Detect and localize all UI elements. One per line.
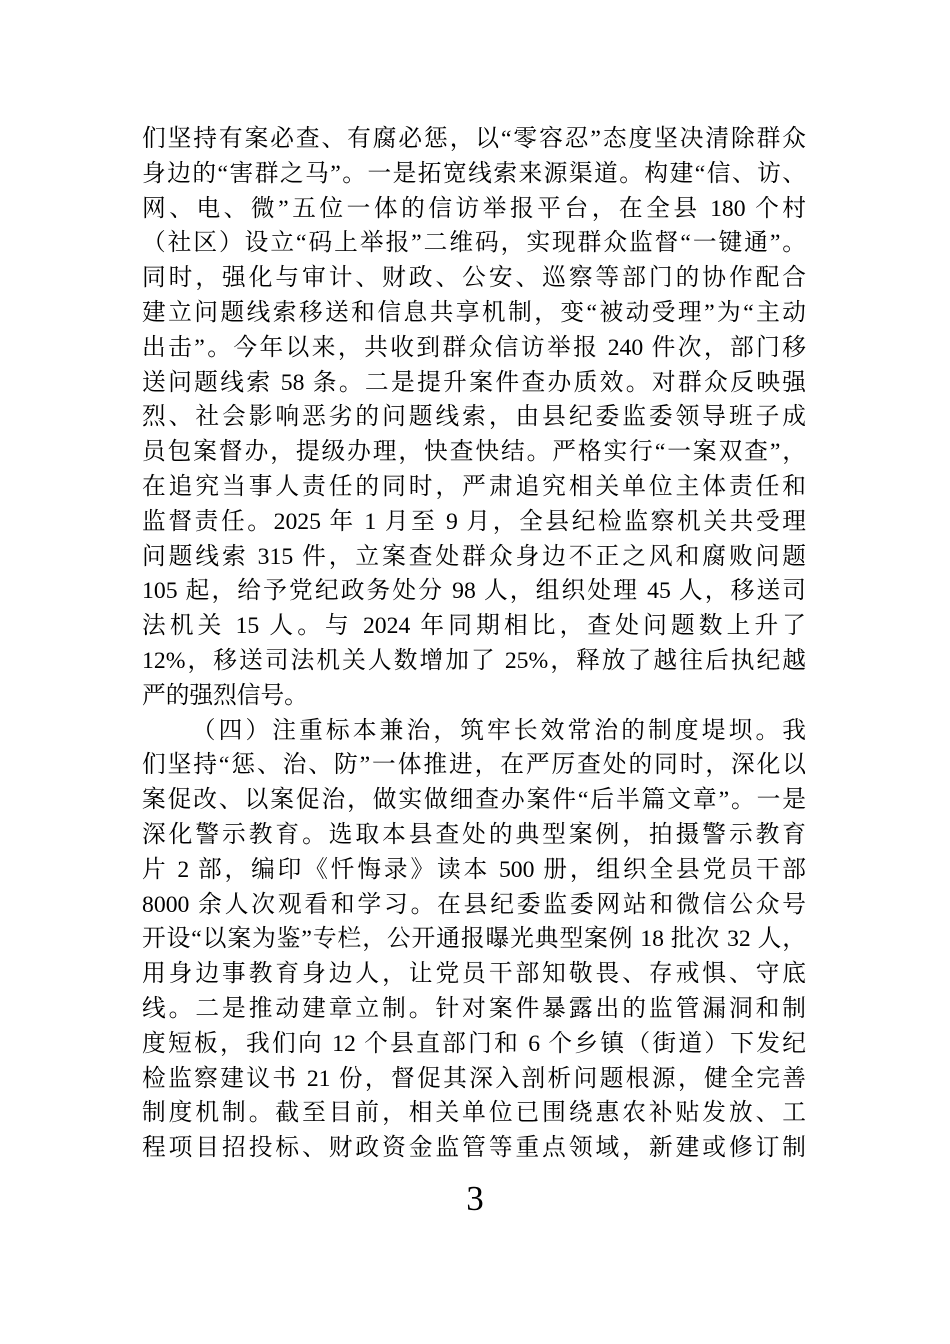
text-line: 12%，移送司法机关人数增加了 25%，释放了越往后执纪越 — [142, 647, 806, 674]
text-line: 网、电、微”五位一体的信访举报平台，在全县 180 个村 — [142, 195, 806, 222]
text-line: 问题线索 315 件，立案查处群众身边不正之风和腐败问题 — [142, 543, 806, 570]
text-line: 片 2 部，编印《忏悔录》读本 500 册，组织全县党员干部 — [142, 856, 806, 883]
text-line: 们坚持有案必查、有腐必惩，以“零容忍”态度坚决清除群众 — [142, 126, 806, 152]
body-text — [142, 122, 806, 1166]
text-line: 制度机制。截至目前，相关单位已围绕惠农补贴发放、工 — [142, 1100, 806, 1127]
text-line: 8000 余人次观看和学习。在县纪委监委网站和微信公众号 — [142, 891, 806, 918]
text-line: 程项目招投标、财政资金监管等重点领域，新建或修订制 — [142, 1135, 806, 1162]
text-line: 员包案督办，提级办理，快查快结。严格实行“一案双查”， — [142, 439, 806, 466]
text-line: 线。二是推动建章立制。针对案件暴露出的监管漏洞和制 — [142, 995, 806, 1022]
text-line: 同时，强化与审计、财政、公安、巡察等部门的协作配合 — [142, 265, 806, 292]
text-line: 检监察建议书 21 份，督促其深入剖析问题根源，健全完善 — [142, 1065, 806, 1092]
text-line: 105 起，给予党纪政务处分 98 人，组织处理 45 人，移送司 — [142, 578, 806, 605]
text-line: 送问题线索 58 条。二是提升案件查办质效。对群众反映强 — [142, 369, 806, 396]
text-line: 案促改、以案促治，做实做细查办案件“后半篇文章”。一是 — [142, 787, 806, 814]
text-line: 建立问题线索移送和信息共享机制，变“被动受理”为“主动 — [142, 299, 806, 326]
text-line: 出击”。今年以来，共收到群众信访举报 240 件次，部门移 — [142, 334, 806, 361]
text-line: 度短板，我们向 12 个县直部门和 6 个乡镇（街道）下发纪 — [142, 1030, 806, 1057]
text-line: 监督责任。2025 年 1 月至 9 月，全县纪检监察机关共受理 — [142, 508, 806, 535]
page-number: 3 — [466, 1179, 484, 1218]
text-line: 开设“以案为鉴”专栏，公开通报曝光典型案例 18 批次 32 人， — [142, 926, 806, 953]
text-line: 用身边事教育身边人，让党员干部知敬畏、存戒惧、守底 — [142, 961, 806, 988]
text-line: 身边的“害群之马”。一是拓宽线索来源渠道。构建“信、访、 — [142, 160, 806, 187]
text-line: 们坚持“惩、治、防”一体推进，在严厉查处的同时，深化以 — [142, 752, 806, 779]
text-line: 烈、社会影响恶劣的问题线索，由县纪委监委领导班子成 — [142, 404, 806, 431]
text-line: 深化警示教育。选取本县查处的典型案例，拍摄警示教育 — [142, 821, 806, 848]
text-line: 严的强烈信号。 — [142, 682, 308, 709]
text-line: （四）注重标本兼治，筑牢长效常治的制度堤坝。我 — [191, 717, 806, 744]
text-line: 法机关 15 人。与 2024 年同期相比，查处问题数上升了 — [142, 613, 806, 640]
text-line: 在追究当事人责任的同时，严肃追究相关单位主体责任和 — [142, 473, 806, 500]
text-line: （社区）设立“码上举报”二维码，实现群众监督“一键通”。 — [142, 230, 806, 257]
